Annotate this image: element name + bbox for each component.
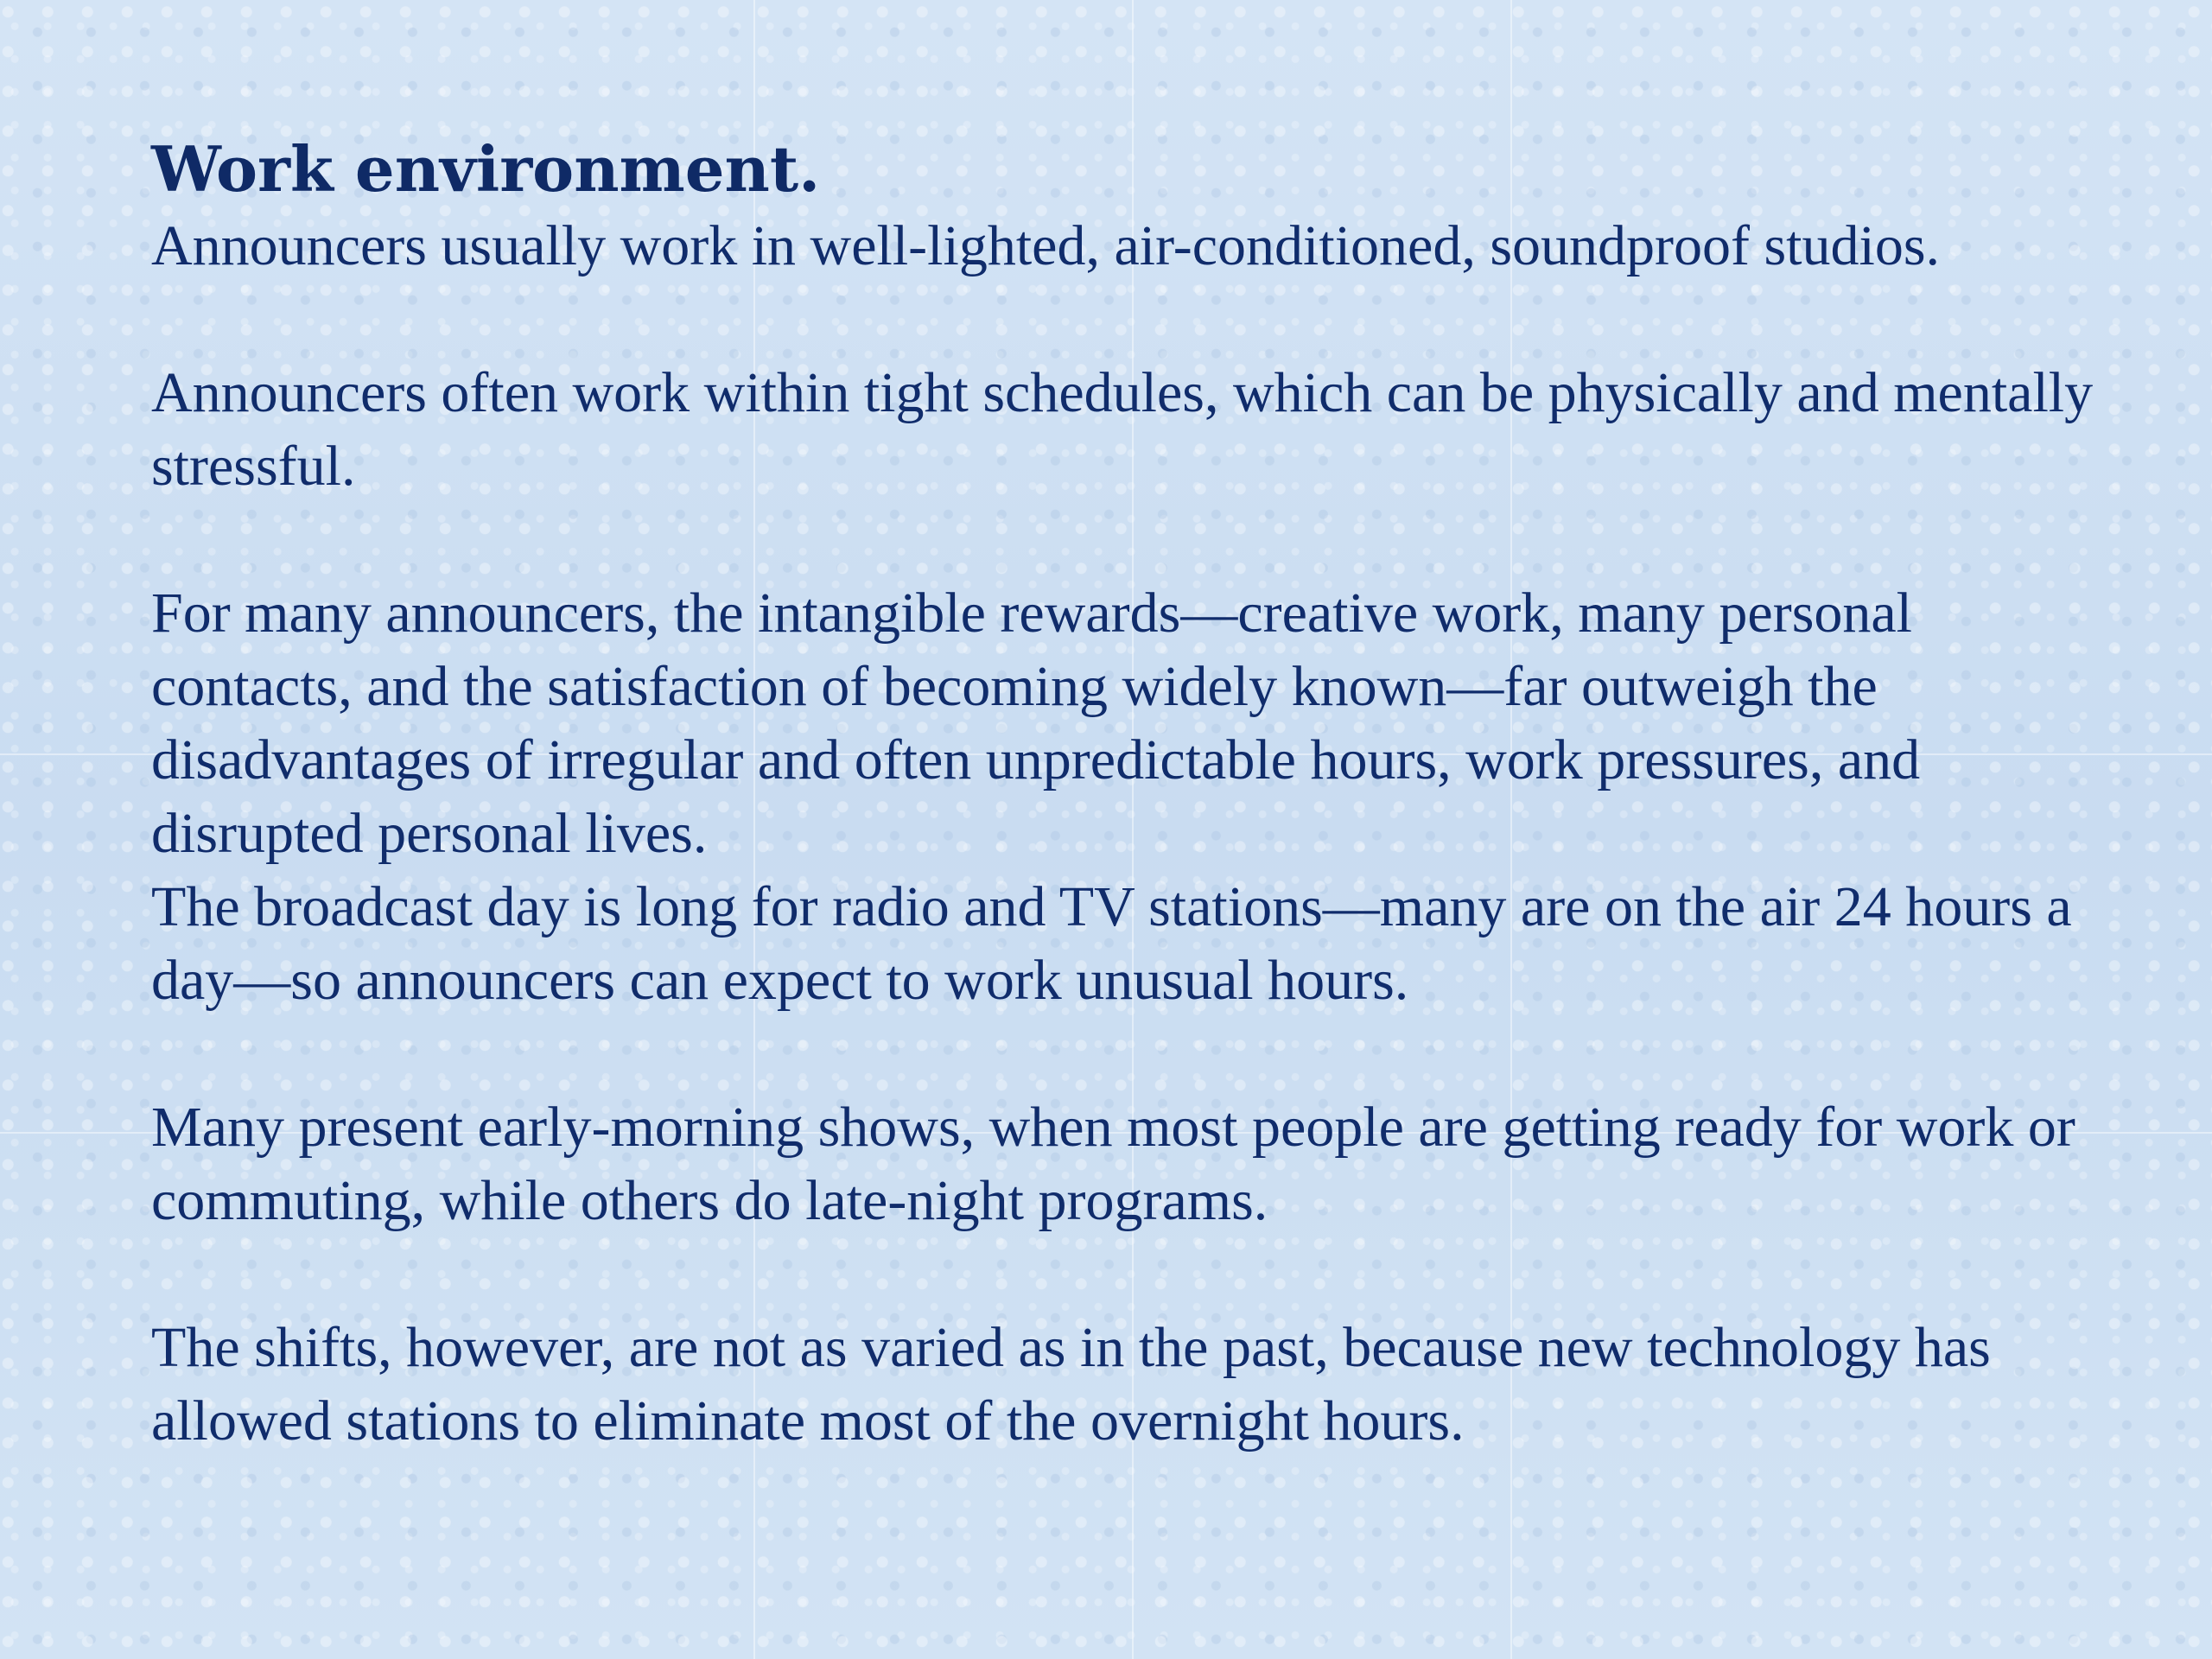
- slide-content: [151, 130, 2104, 1458]
- paragraph-early-morning: Many present early-morning shows, when most people are getting ready for work or commuting, while others do late-night programs.: [151, 1096, 2075, 1232]
- paragraph-shifts: The shifts, however, are not as varied as in the past, because new technology has allowed stations to eliminate most of the overnight hours.: [151, 1316, 1991, 1452]
- paragraph-schedules: Announcers often work within tight schedules, which can be physically and mentally stressful.: [151, 361, 2094, 498]
- paragraph-studios: Announcers usually work in well-lighted, air-conditioned, soundproof studios.: [151, 214, 1941, 277]
- slide-title: Work environment.: [151, 132, 821, 206]
- paragraph-spacer: [151, 283, 2104, 356]
- paragraph-broadcast-day: The broadcast day is long for radio and TV stations—many are on the air 24 hours a day—so announcers can expect to work unusual hours.: [151, 875, 2072, 1012]
- paragraph-spacer: [151, 1237, 2104, 1311]
- paragraph-spacer: [151, 1017, 2104, 1090]
- paragraph-rewards: For many announcers, the intangible rewards—creative work, many personal contacts, and the satisfaction of becoming widely known—far outweigh the disadvantages of irregular and often unpredictable hours, work pressures, and disrupted personal lives.: [151, 582, 1921, 865]
- paragraph-spacer: [151, 503, 2104, 576]
